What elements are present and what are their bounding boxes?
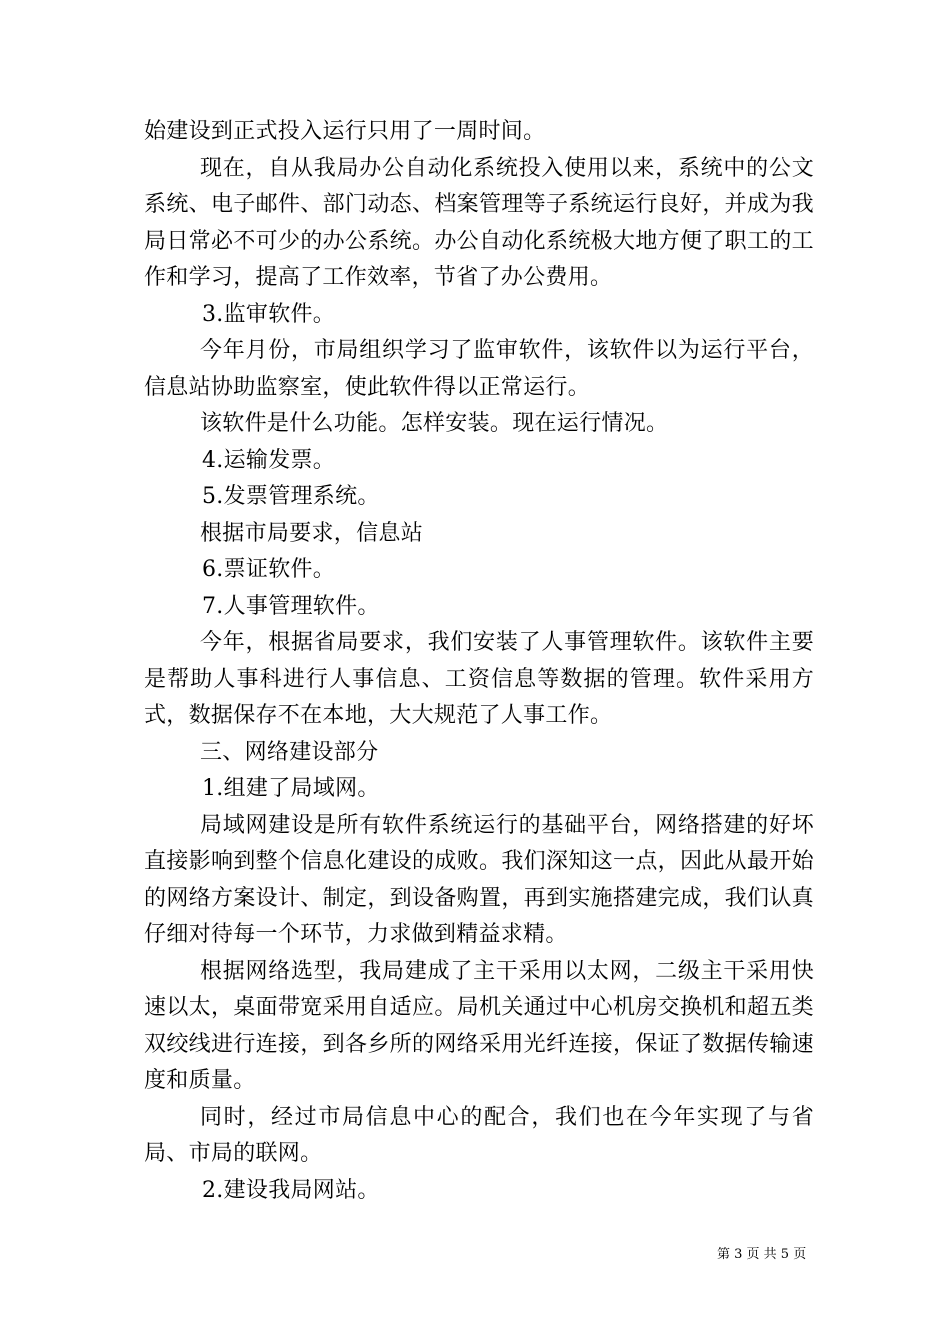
paragraph: 今年月份，市局组织学习了监审软件，该软件以为运行平台，信息站协助监察室，使此软件得以正常运行。	[144, 338, 814, 400]
page-number-footer: 第 3 页 共 5 页	[717, 1247, 807, 1262]
paragraph: 局域网建设是所有软件系统运行的基础平台，网络搭建的好坏直接影响到整个信息化建设的成败。我们深知这一点，因此从最开始的网络方案设计、制定，到设备购置，再到实施搭建完成，我们认真仔细对待每一个环节，力求做到精益求精。	[144, 812, 814, 947]
paragraph: 现在，自从我局办公自动化系统投入使用以来，系统中的公文系统、电子邮件、部门动态、档案管理等子系统运行良好，并成为我局日常必不可少的办公系统。办公自动化系统极大地方便了职工的工作和学习，提高了工作效率，节省了办公费用。	[144, 155, 814, 290]
section-heading: 3.监审软件。	[202, 301, 336, 327]
paragraph: 该软件是什么功能。怎样安装。现在运行情况。	[200, 411, 669, 436]
section-heading: 4.运输发票。	[202, 447, 336, 473]
document-body	[144, 114, 814, 1209]
section-heading: 三、网络建设部分	[200, 739, 379, 765]
paragraph: 根据网络选型，我局建成了主干采用以太网，二级主干采用快速以太，桌面带宽采用自适应。局机关通过中心机房交换机和超五类双绞线进行连接，到各乡所的网络采用光纤连接，保证了数据传输速度和质量。	[144, 958, 814, 1093]
section-heading: 6.票证软件。	[202, 557, 336, 582]
paragraph: 始建设到正式投入运行只用了一周时间。	[144, 119, 546, 144]
section-heading: 2.建设我局网站。	[202, 1177, 380, 1203]
paragraph: 同时，经过市局信息中心的配合，我们也在今年实现了与省局、市局的联网。	[144, 1104, 814, 1166]
paragraph: 根据市局要求，信息站	[200, 520, 424, 546]
section-heading: 7.人事管理软件。	[202, 593, 380, 619]
section-heading: 1.组建了局域网。	[202, 776, 380, 801]
section-heading: 5.发票管理系统。	[202, 484, 380, 509]
paragraph: 今年，根据省局要求，我们安装了人事管理软件。该软件主要是帮助人事科进行人事信息、工资信息等数据的管理。软件采用方式，数据保存不在本地，大大规范了人事工作。	[144, 630, 814, 728]
